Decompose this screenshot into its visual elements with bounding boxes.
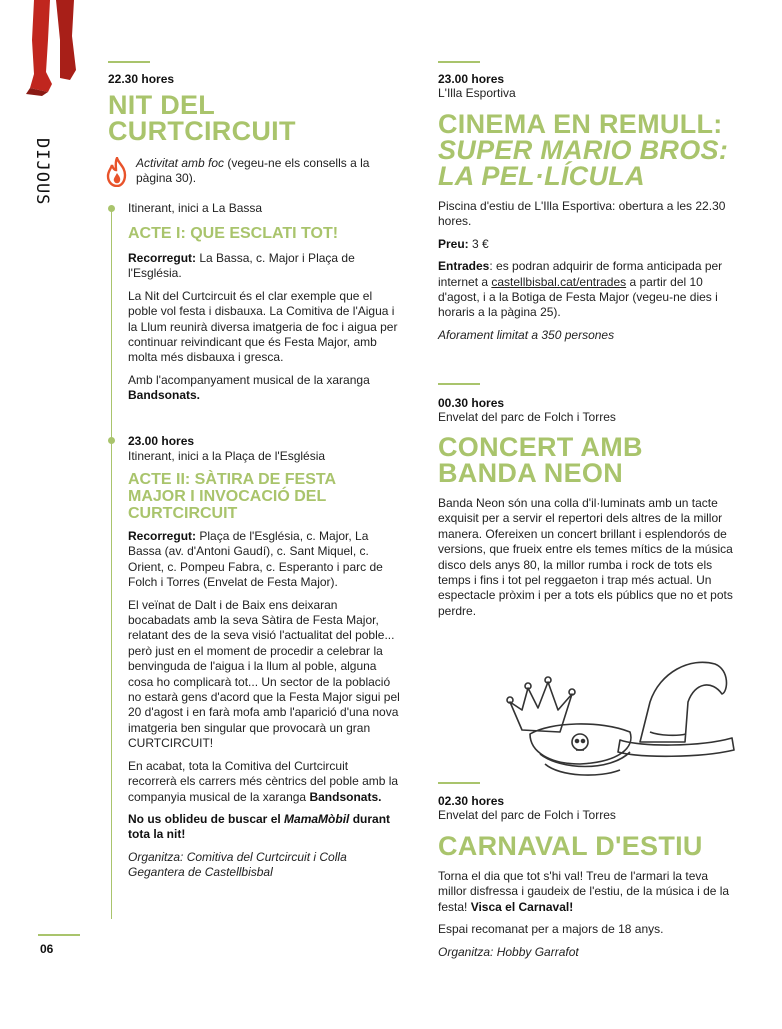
age-note: Espai recomanat per a majors de 18 anys.: [438, 922, 664, 937]
timeline-line: [111, 443, 112, 919]
description: Banda Neon són una colla d'il·luminats amb un tacte exquisit per a servir el repertori dels altres de la millor manera. Ofereixen un concert brillant i esplendorós de versions, que frueix entre els temes mítics de la música disco dels anys 80, la millor rumba i rock de tots els temps i fins i tot pel reggaeton i trap més actual. Un espectacle pròxim i per a tots els públics que no et pots perdre.: [438, 496, 733, 618]
tickets-info: Entrades: es podran adquirir de forma anticipada per internet a castellbisbal.cat/entrades a partir del 10 d'agost, i a la Botiga de Festa Major (vegeu-ne dies i horaris a la pàgina 25).: [438, 259, 723, 320]
description: Torna el dia que tot s'hi val! Treu de l'armari la teva millor disfressa i gaudeix de l'estiu, de la música i de la festa! Visca el Carnaval!: [438, 869, 730, 914]
capacity-note: Aforament limitat a 350 persones: [438, 327, 615, 342]
event-place: Envelat del parc de Folch i Torres: [438, 410, 616, 424]
tickets-link[interactable]: castellbisbal.cat/entrades: [491, 274, 627, 289]
event-title: CONCERT AMB BANDA NEON: [438, 432, 643, 488]
organizer: Organitza: Comitiva del Curtcircuit i Colla Gegantera de Castellbisbal: [128, 849, 347, 880]
description: La Nit del Curtcircuit és el clar exemple que el poble vol festa i disbauxa. La Comitiva de l'Aigua i la Llum reunirà diversa imatgeria de foc i aigua per continuar reivindicant que és Festa Major, amb molta més disbauxa i gresca.: [128, 288, 398, 365]
price: Preu: 3 €: [438, 236, 489, 251]
event-place: Envelat del parc de Folch i Torres: [438, 808, 616, 822]
event-title: NIT DEL CURTCIRCUIT: [108, 90, 296, 146]
legs-illustration: [22, 0, 82, 98]
venue-text: Piscina d'estiu de L'Illa Esportiva: obertura a les 22.30 hores.: [438, 199, 726, 229]
event-title: CARNAVAL D'ESTIU: [438, 831, 703, 861]
organizer: Organitza: Hobby Garrafot: [438, 944, 579, 959]
event-title: CINEMA EN REMULL: SUPER MARIO BROS: LA PEL·LÍCULA: [438, 109, 729, 191]
fire-note: Activitat amb foc (vegeu-ne els consells a la pàgina 30).: [136, 156, 370, 185]
divider: [438, 61, 480, 63]
divider: [438, 383, 480, 385]
music-note: Amb l'acompanyament musical de la xaranga Bandsonats.: [128, 372, 370, 403]
event-start-place: Itinerant, inici a la Plaça de l'Església: [128, 449, 326, 463]
page-number: 06: [40, 942, 54, 956]
divider: [38, 934, 80, 936]
event-time: 23.00 hores: [438, 72, 505, 86]
divider: [438, 782, 480, 784]
timeline-line: [111, 210, 112, 442]
event-time: 22.30 hores: [108, 72, 175, 86]
event-time: 00.30 hores: [438, 396, 505, 410]
event-time: 02.30 hores: [438, 794, 505, 808]
event-place: L'Illa Esportiva: [438, 86, 516, 100]
fire-icon: [105, 157, 129, 187]
event-time: 23.00 hores: [128, 434, 195, 448]
event-start-place: Itinerant, inici a La Bassa: [128, 201, 263, 215]
mamamobil-note: No us oblideu de buscar el MamaMòbil durant tota la nit!: [128, 811, 391, 842]
costume-hats-illustration: [500, 652, 740, 782]
route-text: Recorregut: La Bassa, c. Major i Plaça de l'Església.: [128, 251, 355, 281]
act-title: ACTE I: QUE ESCLATI TOT!: [128, 225, 339, 242]
route-text: Recorregut: Plaça de l'Església, c. Major, La Bassa (av. d'Antoni Gaudí), c. Sant Miquel, c. Orient, c. Pompeu Fabra, c. Esperanto i parc de Folch i Torres (Envelat de Festa Major).: [128, 529, 383, 590]
ending-text: En acabat, tota la Comitiva del Curtcircuit recorrerà els carrers més cèntrics del poble amb la companyia musical de la xaranga Bandsonats.: [128, 758, 399, 804]
day-label: DIJOUS: [32, 138, 52, 206]
description: El veïnat de Dalt i de Baix ens deixaran bocabadats amb la seva Sàtira de Festa Major, relatant des de la seva visió l'actualitat del poble... però just en el moment de procedir a celebrar la benvinguda de l'aigua i la llum al poble, alguna cosa ho complicarà tot... Un sector de la població no estarà gens d'acord que la Festa Major sigui pel 20 d'agost i en farà mofa amb l'aparició d'una nova imatgeria ben singular que provocarà un gran CURTCIRCUIT!: [128, 597, 400, 751]
act-title: ACTE II: SÀTIRA DE FESTA MAJOR I INVOCACIÓ DEL CURTCIRCUIT: [128, 471, 336, 522]
divider: [108, 61, 150, 63]
timeline-dot: [108, 205, 115, 212]
